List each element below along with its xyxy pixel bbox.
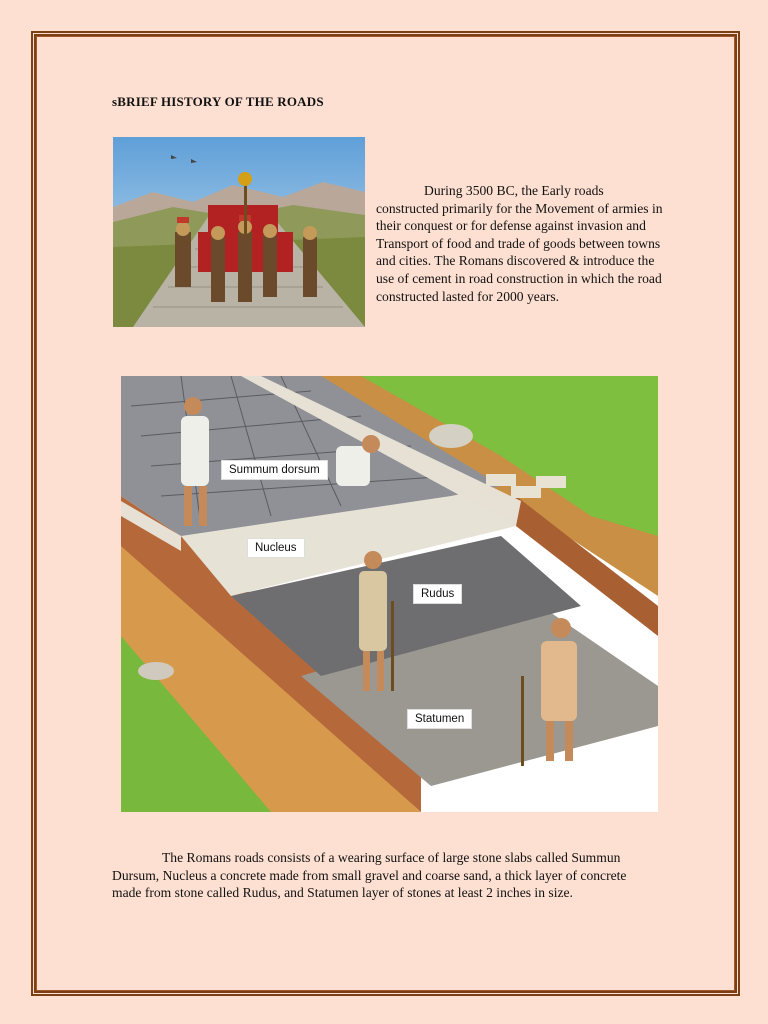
label-statumen: Statumen <box>407 709 472 729</box>
label-summum-dorsum: Summum dorsum <box>221 460 328 480</box>
closing-paragraph <box>112 849 652 902</box>
roman-road-diagram <box>121 376 658 812</box>
roman-army-illustration <box>113 137 365 327</box>
page-title: sBRIEF HISTORY OF THE ROADS <box>112 94 324 109</box>
label-nucleus: Nucleus <box>247 538 305 558</box>
intro-paragraph <box>376 182 666 305</box>
label-rudus: Rudus <box>413 584 462 604</box>
closing-text: The Romans roads consists of a wearing surface of large stone slabs called Summun Dursum, Nucleus a concrete made from small gravel and coarse sand, a thick layer of concrete made from stone called Rudus, and Statumen layer of stones at least 2 inches in size. <box>112 850 627 901</box>
intro-text: During 3500 BC, the Early roads constructed primarily for the Movement of armies in their conquest or for defense against invasion and Transport of food and trade of goods between towns and cities. The Romans discovered & introduce the use of cement in road construction in which the road constructed lasted for 2000 years. <box>376 183 663 304</box>
